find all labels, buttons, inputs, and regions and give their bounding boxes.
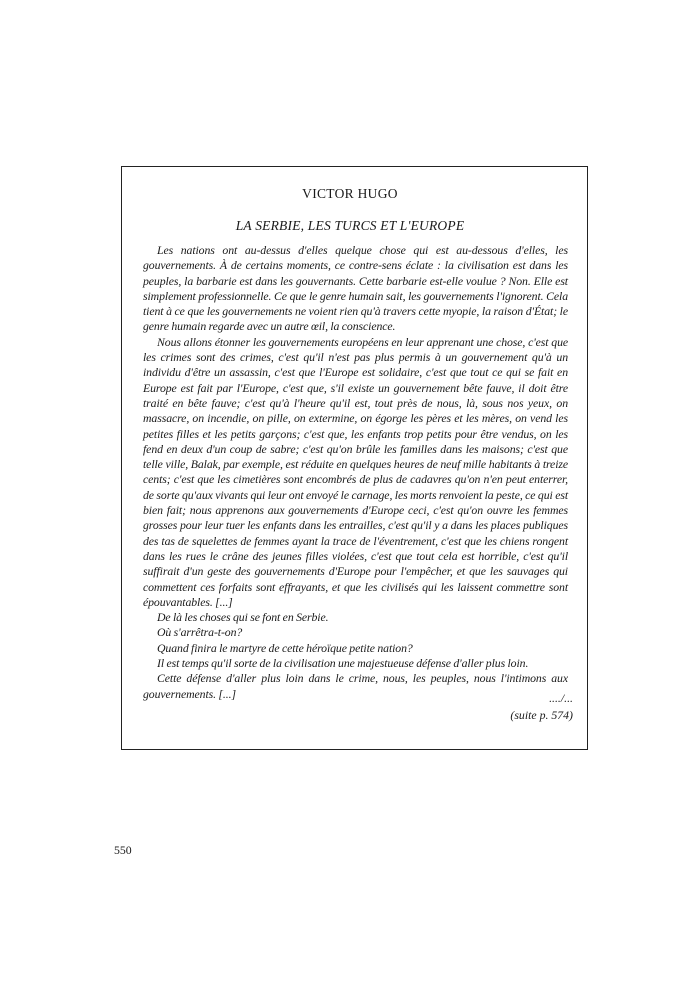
page-number: 550 — [114, 843, 132, 857]
short-line-1: De là les choses qui se font en Serbie. — [157, 610, 329, 625]
continuation-block — [510, 690, 573, 724]
article-title: LA SERBIE, LES TURCS ET L'EUROPE — [235, 218, 465, 233]
paragraph-2: Nous allons étonner les gouvernements européens en leur apprenant une chose, c'est que les crimes sont des crimes, c'est qu'il n'est pas plus permis à un gouvernement qu'à un individu d'être un assassin, c'est que l'Europe est solidaire, c'est que tout ce qui se fait en Europe est fait par l'Europe, c'est que, s'il existe un gouvernement bête fauve, il doit être traité en bête fauve; c'est qu'à l'heure qu'il est, tout près de nous, là, sous nos yeux, on massacre, on incendie, on pille, on extermine, on égorge les pères et les mères, on vend les petites filles et les petits garçons; c'est que, les enfants trop petits pour être vendus, on les fend en deux d'un coup de sabre; c'est qu'on brûle les familles dans les maisons; c'est que telle ville, Balak, par exemple, est réduite en quelques heures de neuf mille habitants à treize cents; c'est que les cimetières sont encombrés de plus de cadavres qu'on n'en peut enterrer, de sorte qu'aux vivants qui leur ont envoyé le carnage, les morts renvoient la peste, ce qui est bien fait; nous apprenons aux gouvernements d'Europe ceci, c'est qu'on ouvre les femmes grosses pour leur tuer les enfants dans les entrailles, c'est qu'il y a dans les places publiques des tas de squelettes de femmes ayant la trace de l'éventrement, c'est que les chiens rongent dans les rues le crâne des jeunes filles violées, c'est que tout cela est horrible, c'est qu'il suffirait d'un geste des gouvernements d'Europe pour l'empêcher, et que les sauvages qui commettent ces forfaits sont effrayants, et que les civilisés qui les laissent commettre sont épouvantables. [...] — [143, 334, 568, 609]
short-line-4: Il est temps qu'il sorte de la civilisation une majestueuse défense d'aller plus loin. — [157, 656, 529, 671]
short-line-2: Où s'arrêtra-t-on? — [157, 625, 243, 640]
paragraph-1: Les nations ont au-dessus d'elles quelque chose qui est au-dessous d'elles, les gouvernements. À de certains moments, ce contre-sens éclate : la civilisation est dans les peuples, la barbarie est dans les gouvernants. Cette barbarie est-elle voulue ? Non. Elle est simplement professionnelle. Ce que le genre humain sait, les gouvernements l'ignorent. Cela tient à ce que les gouvernements ne voient rien qu'à travers cette myopie, la raison d'État; le genre humain regarde avec un autre œil, la conscience. — [143, 243, 568, 334]
continuation-note: (suite p. 574) — [510, 708, 573, 722]
closing-paragraph: Cette défense d'aller plus loin dans le crime, nous, les peuples, nous l'intimons aux gouvernements. [...] — [143, 671, 568, 701]
article-author: VICTOR HUGO — [302, 186, 398, 201]
continuation-mark: ..../... — [549, 691, 573, 705]
article-body — [143, 243, 568, 702]
short-line-3: Quand finira le martyre de cette héroïque petite nation? — [157, 640, 413, 655]
